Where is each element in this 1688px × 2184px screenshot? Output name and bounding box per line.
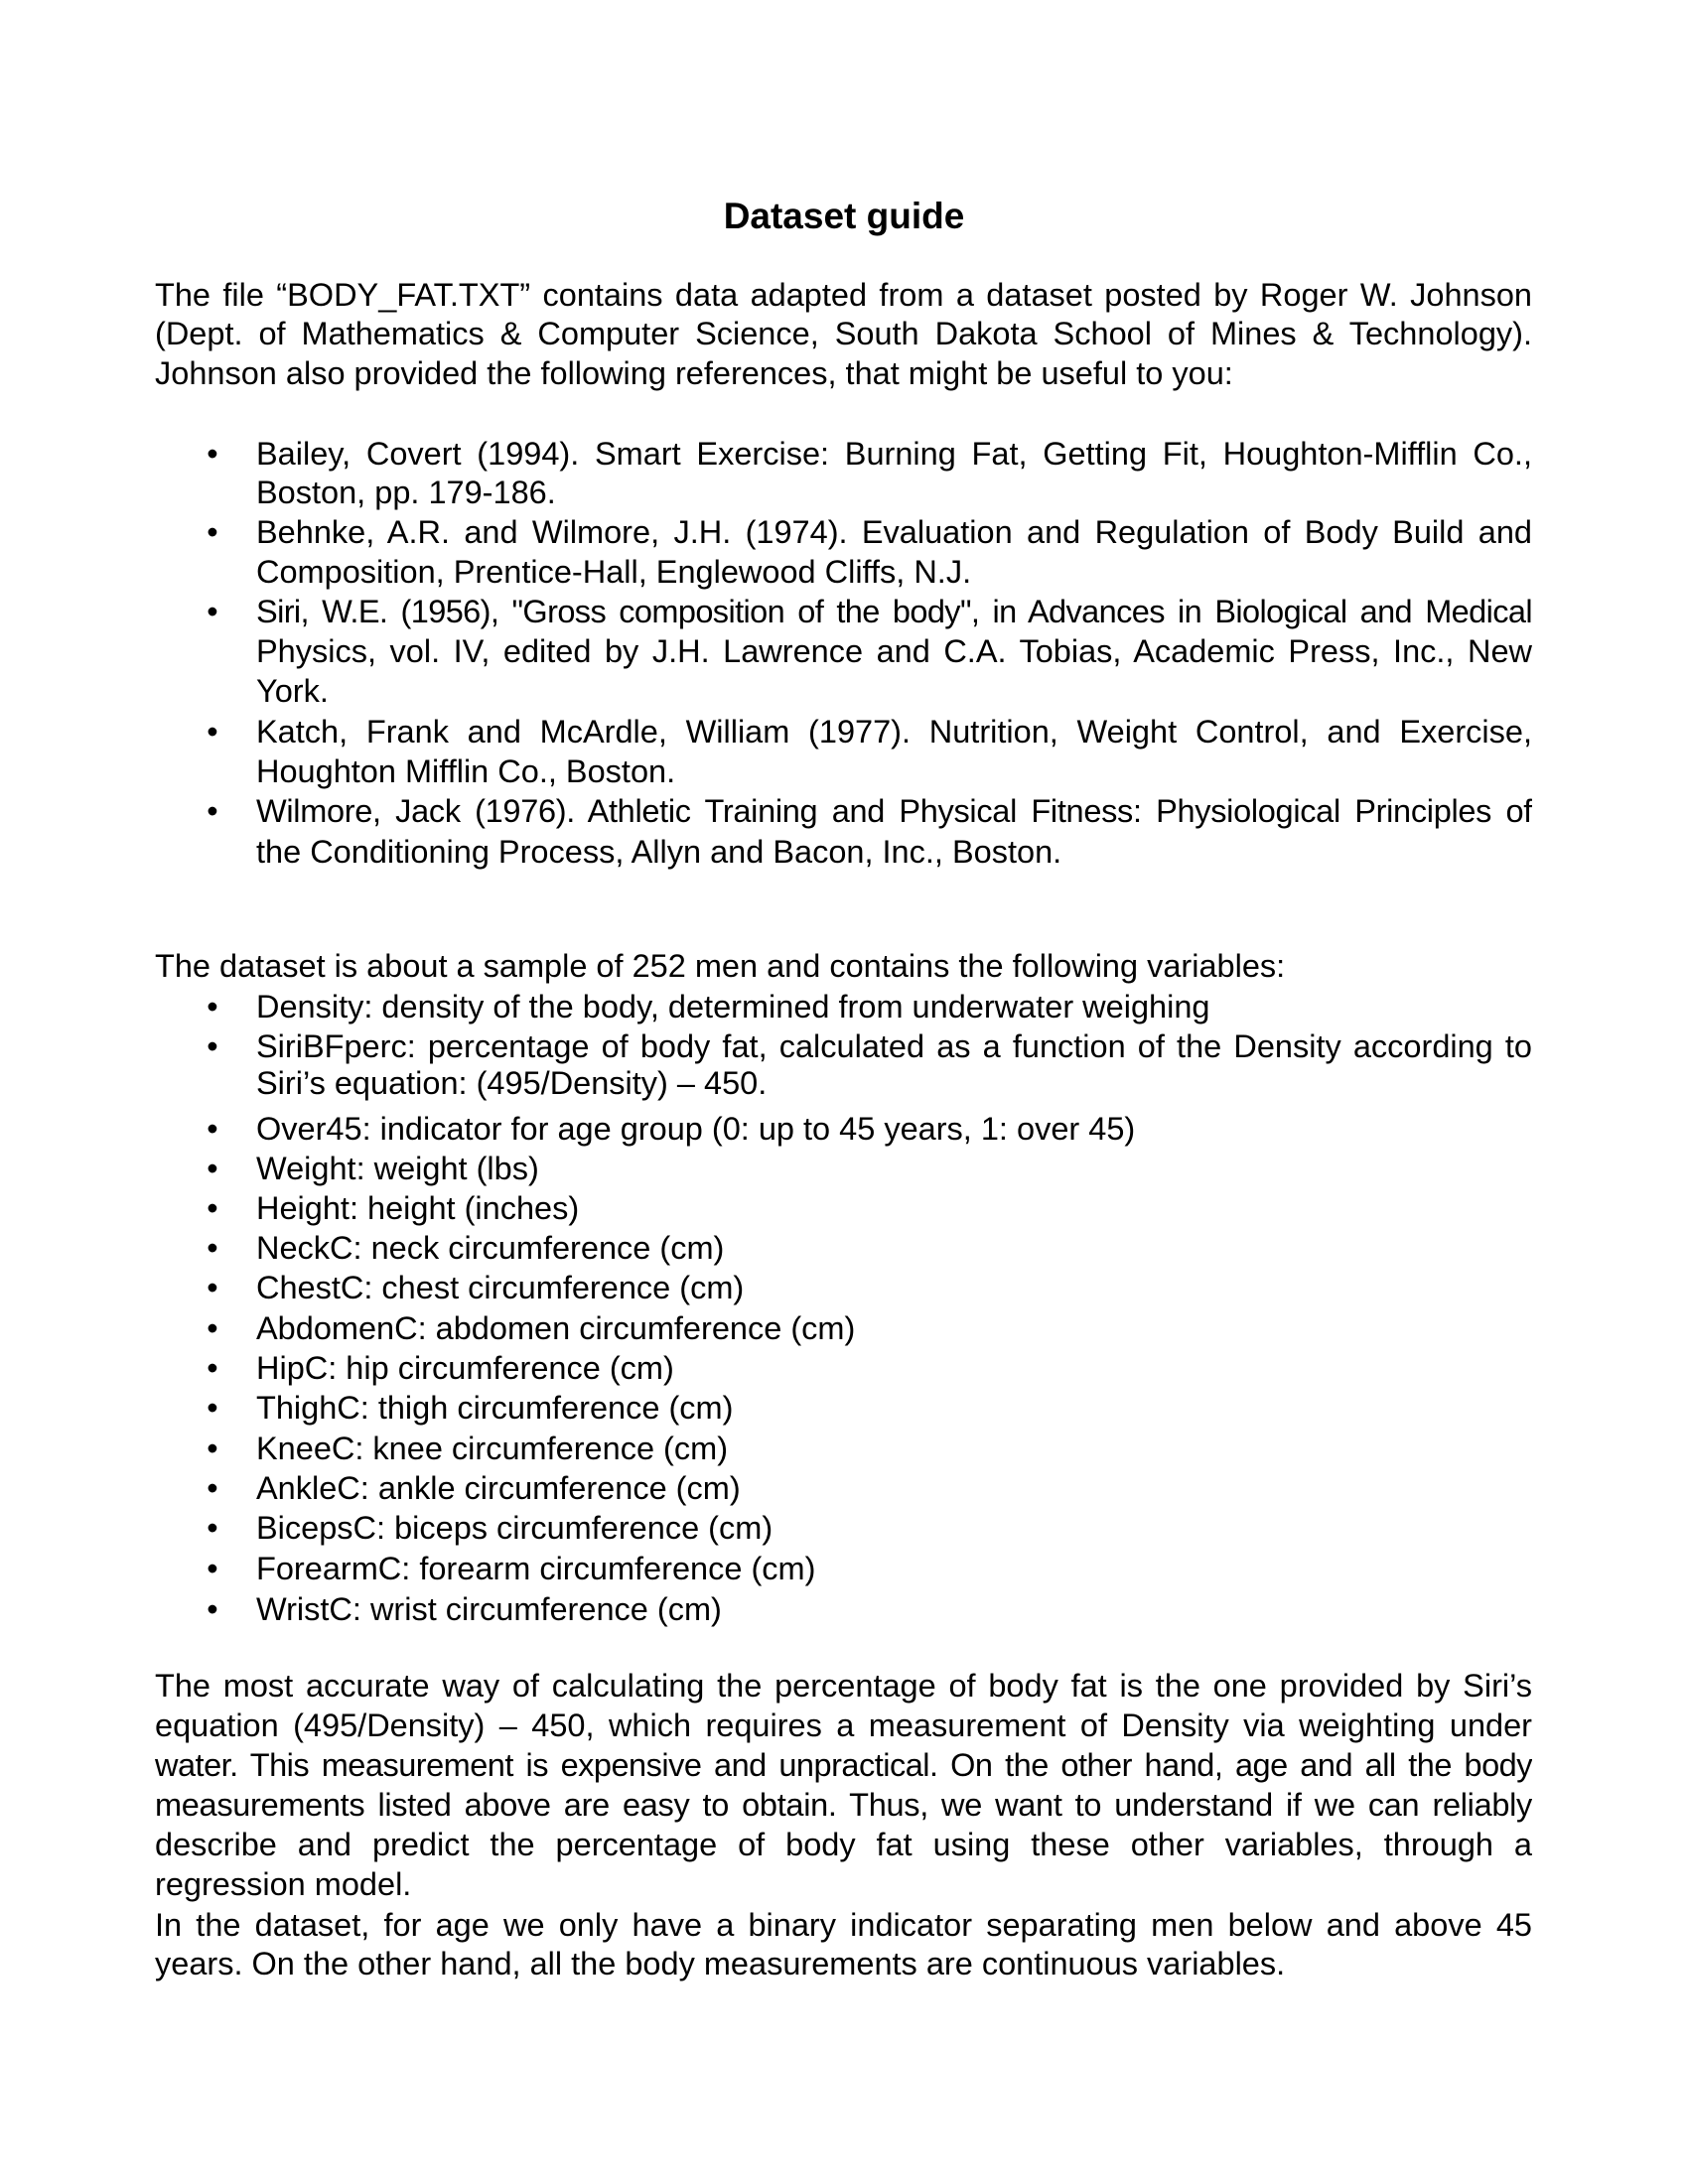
bullet-icon: • xyxy=(207,594,218,629)
closing-line: years. On the other hand, all the body measurements are continuous variables. xyxy=(155,1946,1286,1981)
variable-line: ChestC: chest circumference (cm) xyxy=(256,1270,745,1305)
variable-line: KneeC: knee circumference (cm) xyxy=(256,1431,729,1466)
bullet-icon: • xyxy=(207,793,218,829)
closing-line: water. This measurement is expensive and unpractical. On the other hand, age and all the body xyxy=(155,1747,1532,1783)
bullet-icon: • xyxy=(207,1510,218,1546)
bullet-icon: • xyxy=(207,1350,218,1386)
bullet-icon: • xyxy=(207,1470,218,1506)
bullet-icon: • xyxy=(207,1551,218,1586)
bullet-icon: • xyxy=(207,1028,218,1064)
page-title: Dataset guide xyxy=(723,196,965,236)
bullet-icon: • xyxy=(207,714,218,750)
variable-line: ForearmC: forearm circumference (cm) xyxy=(256,1551,816,1586)
reference-line: York. xyxy=(256,673,329,709)
reference-line: Katch, Frank and McArdle, William (1977). Nutrition, Weight Control, and Exercise, xyxy=(256,714,1532,750)
bullet-icon: • xyxy=(207,1390,218,1426)
bullet-icon: • xyxy=(207,1431,218,1466)
variable-line: SiriBFperc: percentage of body fat, calculated as a function of the Density according to xyxy=(256,1028,1532,1064)
reference-line: Composition, Prentice-Hall, Englewood Cliffs, N.J. xyxy=(256,554,972,590)
closing-line: describe and predict the percentage of body fat using these other variables, through a xyxy=(155,1827,1532,1862)
closing-line: measurements listed above are easy to obtain. Thus, we want to understand if we can reliably xyxy=(155,1787,1532,1823)
bullet-icon: • xyxy=(207,436,218,472)
reference-line: Behnke, A.R. and Wilmore, J.H. (1974). Evaluation and Regulation of Body Build and xyxy=(256,514,1532,550)
bullet-icon: • xyxy=(207,1151,218,1186)
closing-line: regression model. xyxy=(155,1866,412,1902)
variable-line: AnkleC: ankle circumference (cm) xyxy=(256,1470,741,1506)
variable-line: AbdomenC: abdomen circumference (cm) xyxy=(256,1310,856,1346)
bullet-icon: • xyxy=(207,514,218,550)
closing-line: In the dataset, for age we only have a binary indicator separating men below and above 45 xyxy=(155,1907,1532,1943)
intro-line: Johnson also provided the following references, that might be useful to you: xyxy=(155,355,1233,391)
variables-intro: The dataset is about a sample of 252 men and contains the following variables: xyxy=(155,948,1286,984)
variable-line: ThighC: thigh circumference (cm) xyxy=(256,1390,734,1426)
bullet-icon: • xyxy=(207,1230,218,1266)
intro-line: (Dept. of Mathematics & Computer Science, South Dakota School of Mines & Technology). xyxy=(155,316,1532,351)
variable-line: BicepsC: biceps circumference (cm) xyxy=(256,1510,774,1546)
reference-line: Bailey, Covert (1994). Smart Exercise: Burning Fat, Getting Fit, Houghton-Mifflin Co., xyxy=(256,436,1532,472)
reference-line: Physics, vol. IV, edited by J.H. Lawrence and C.A. Tobias, Academic Press, Inc., New xyxy=(256,633,1532,669)
closing-line: The most accurate way of calculating the percentage of body fat is the one provided by Siri’s xyxy=(155,1668,1532,1704)
variable-line: HipC: hip circumference (cm) xyxy=(256,1350,674,1386)
bullet-icon: • xyxy=(207,1190,218,1226)
variable-line: Height: height (inches) xyxy=(256,1190,580,1226)
bullet-icon: • xyxy=(207,1310,218,1346)
bullet-icon: • xyxy=(207,989,218,1024)
variable-line: Density: density of the body, determined from underwater weighing xyxy=(256,989,1210,1024)
bullet-icon: • xyxy=(207,1270,218,1305)
closing-line: equation (495/Density) – 450, which requires a measurement of Density via weighting under xyxy=(155,1707,1532,1743)
reference-line: Houghton Mifflin Co., Boston. xyxy=(256,753,676,789)
variable-line: Over45: indicator for age group (0: up to 45 years, 1: over 45) xyxy=(256,1111,1136,1147)
reference-line: Boston, pp. 179-186. xyxy=(256,475,556,510)
variable-line: WristC: wrist circumference (cm) xyxy=(256,1591,722,1627)
variable-line: Weight: weight (lbs) xyxy=(256,1151,539,1186)
reference-line: Siri, W.E. (1956), "Gross composition of the body", in Advances in Biological and Medical xyxy=(256,594,1532,629)
reference-line: the Conditioning Process, Allyn and Bacon, Inc., Boston. xyxy=(256,834,1062,870)
variable-line: NeckC: neck circumference (cm) xyxy=(256,1230,725,1266)
variable-line: Siri’s equation: (495/Density) – 450. xyxy=(256,1065,768,1101)
intro-line: The file “BODY_FAT.TXT” contains data adapted from a dataset posted by Roger W. Johnson xyxy=(155,277,1532,313)
bullet-icon: • xyxy=(207,1591,218,1627)
reference-line: Wilmore, Jack (1976). Athletic Training and Physical Fitness: Physiological Principles of xyxy=(256,793,1532,829)
bullet-icon: • xyxy=(207,1111,218,1147)
